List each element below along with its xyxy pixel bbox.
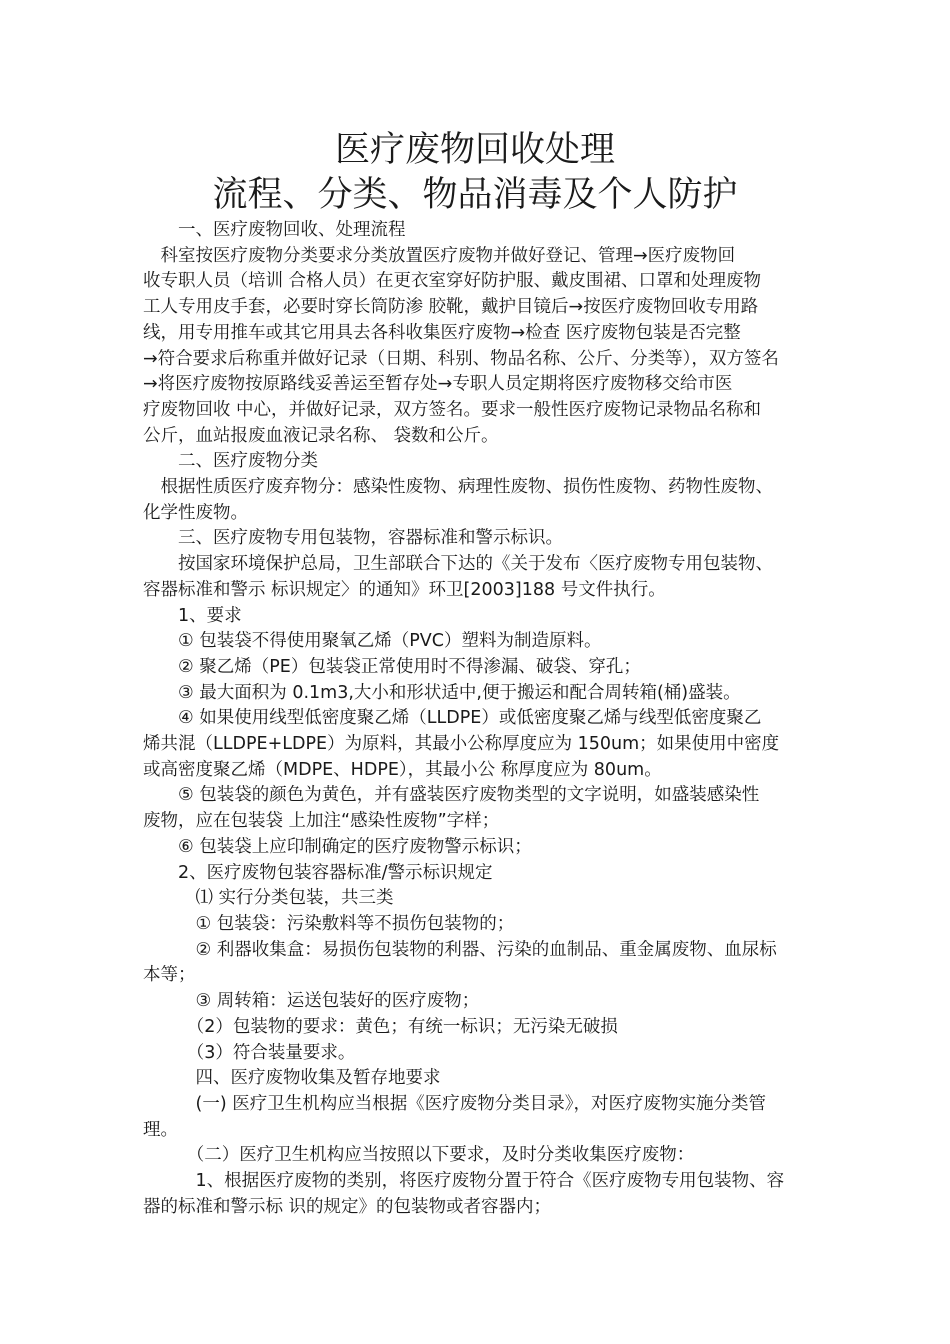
text-line: （二）医疗卫生机构应当按照以下要求，及时分类收集医疗废物： [143, 1145, 695, 1166]
text-line: ④ 如果使用线型低密度聚乙烯（LLDPE）或低密度聚乙烯与线型低密度聚乙 [143, 708, 762, 729]
text-line: ① 包装袋不得使用聚氧乙烯（PVC）塑料为制造原料。 [143, 631, 602, 652]
text-line: 2、医疗废物包装容器标准/警示标识规定 [143, 862, 493, 883]
text-line: 三、医疗废物专用包装物，容器标准和警示标识。 [143, 528, 563, 549]
text-line: 四、医疗废物收集及暂存地要求 [143, 1068, 441, 1089]
text-line: 废物，应在包装袋 上加注“感染性废物”字样； [143, 811, 500, 832]
text-line: 器的标准和警示标 识的规定》的包装物或者容器内； [143, 1196, 552, 1217]
text-line: 科室按医疗废物分类要求分类放置医疗废物并做好登记、管理→医疗废物回 [143, 245, 736, 266]
text-line: 一、医疗废物回收、处理流程 [143, 220, 406, 240]
text-line: 根据性质医疗废弃物分：感染性废物、病理性废物、损伤性废物、药物性废物、 [143, 477, 773, 498]
document-subtitle: 流程、分类、物品消毒及个人防护 [212, 175, 738, 215]
text-line: ① 包装袋：污染敷料等不损伤包装物的； [143, 913, 515, 934]
text-line: 或高密度聚乙烯（MDPE、HDPE），其最小公 称厚度应为 80um。 [143, 759, 662, 780]
text-line: ⑤ 包装袋的颜色为黄色，并有盛装医疗废物类型的文字说明，如盛装感染性 [143, 785, 760, 806]
text-line: 化学性废物。 [143, 502, 248, 523]
text-line: （3）符合装量要求。 [143, 1042, 356, 1063]
text-line: ② 利器收集盒：易损伤包装物的利器、污染的血制品、重金属废物、血尿标 [143, 939, 777, 960]
text-line: ⑥ 包装袋上应印制确定的医疗废物警示标识； [143, 836, 532, 857]
text-line: →符合要求后称重并做好记录（日期、科别、物品名称、公斤、分类等），双方签名 [143, 348, 779, 369]
text-line: (一) 医疗卫生机构应当根据《医疗废物分类目录》，对医疗废物实施分类管 [143, 1093, 766, 1114]
text-line: 线，用专用推车或其它用具去各科收集医疗废物→检查 医疗废物包装是否完整 [143, 322, 741, 343]
text-line: 疗废物回收 中心，并做好记录，双方签名。要求一般性医疗废物记录物品名称和 [143, 399, 762, 420]
text-line: 按国家环境保护总局，卫生部联合下达的《关于发布〈医疗废物专用包装物、 [143, 554, 773, 575]
text-line: 本等； [143, 965, 196, 986]
text-line: 容器标准和警示 标识规定〉的通知》环卫[2003]188 号文件执行。 [143, 579, 666, 600]
text-line: 1、根据医疗废物的类别，将医疗废物分置于符合《医疗废物专用包装物、容 [143, 1171, 785, 1192]
text-line: 理。 [143, 1119, 178, 1140]
text-line: （2）包装物的要求：黄色；有统一标识；无污染无破损 [143, 1016, 618, 1037]
text-line: ⑴ 实行分类包装，共三类 [143, 888, 394, 909]
text-line: ③ 周转箱：运送包装好的医疗废物； [143, 991, 480, 1012]
text-line: →将医疗废物按原路线妥善运至暂存处→专职人员定期将医疗废物移交给市医 [143, 374, 733, 395]
text-line: ③ 最大面积为 0.1m3,大小和形状适中,便于搬运和配合周转箱(桶)盛装。 [143, 682, 741, 703]
document-title: 医疗废物回收处理 [334, 130, 615, 170]
text-line: 收专职人员（培训 合格人员）在更衣室穿好防护服、戴皮围裙、口罩和处理废物 [143, 271, 762, 292]
text-line: 1、要求 [143, 605, 242, 626]
text-line: 二、医疗废物分类 [143, 451, 318, 472]
text-line: 烯共混（LLDPE+LDPE）为原料，其最小公称厚度应为 150um；如果使用中密度 [143, 734, 780, 755]
document-body [143, 218, 811, 1220]
text-line: ② 聚乙烯（PE）包装袋正常使用时不得渗漏、破袋、穿孔； [143, 656, 641, 677]
text-line: 公斤，血站报废血液记录名称、 袋数和公斤。 [143, 425, 499, 446]
text-line: 工人专用皮手套，必要时穿长筒防渗 胶靴，戴护目镜后→按医疗废物回收专用路 [143, 297, 759, 318]
